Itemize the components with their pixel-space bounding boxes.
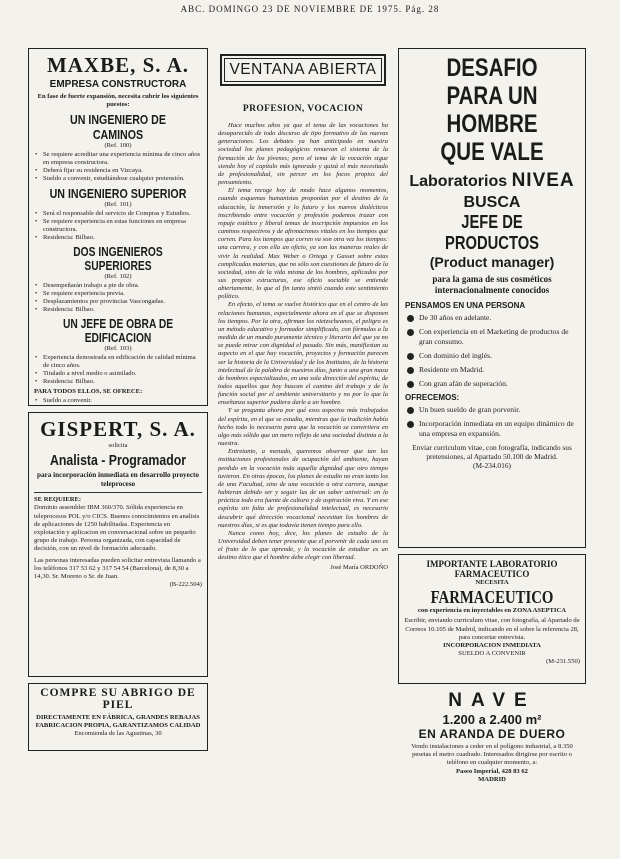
nave-city: MADRID [478, 775, 506, 783]
list-item: • Se requiere experiencia previa. [34, 290, 202, 298]
ventana-body [216, 122, 390, 573]
maxbe-ref-3: (Ref. 102) [104, 273, 132, 281]
piensa-head: PENSAMOS EN UNA PERSONA [405, 301, 526, 310]
maxbe-list-5 [34, 397, 202, 406]
list-item: Con dominio del inglés. [405, 351, 579, 361]
list-item: Con gran afán de superación. [405, 379, 579, 389]
maxbe-job-4: UN JEFE DE OBRA DE EDIFICACION [62, 317, 174, 346]
nave-place: EN ARANDA DE DUERO [418, 727, 566, 741]
list-item: • Residencia: Bilbao. [34, 306, 202, 314]
nivea-ad [398, 48, 586, 548]
busca-label: BUSCA [463, 194, 521, 211]
farma-title: FARMACEUTICO [430, 587, 554, 608]
gispert-code: (B-222.504) [169, 581, 202, 589]
maxbe-ad [28, 48, 208, 406]
nave-size: 1.200 a 2.400 m² [442, 712, 542, 727]
list-item: • Será el responsable del servicio de Compras y Estudios. [34, 210, 202, 218]
maxbe-intro: En fase de fuerte expansión, necesita cubrir los siguientes puestos: [37, 93, 199, 109]
desafio-line-2: PARA UN HOMBRE [446, 82, 538, 138]
nave-text: Vendo instalaciones a ceder en el polígono industrial, a 8.350 pesetas el metro cuadrado. Interesados dirigirse por escrito o teléfono en cualquier momento, a: [411, 743, 573, 767]
list-item: Con experiencia en el Marketing de productos de gran consumo. [405, 327, 579, 347]
maxbe-list-1 [34, 151, 202, 184]
job-title-en: (Product manager) [429, 254, 555, 270]
list-item: • Se requiere experiencia en estas funciones en empresa constructora. [34, 218, 202, 234]
nave-phone: Paseo Imperial, 428 83 62 [456, 767, 528, 775]
gispert-name: GISPERT, S. A. [40, 417, 196, 441]
list-item: • Residencia: Bilbao. [34, 378, 202, 386]
compre-l2: FABRICACION PROPIA, GARANTIZAMOS CALIDAD [35, 722, 201, 730]
list-item: Incorporación inmediata en un equipo dinámico de una empresa en expansión. [405, 419, 579, 439]
gama-text: para la gama de sus cosméticos internacionalmente conocidos [432, 274, 552, 295]
ventana-p2: El tema recoge hoy de modo hace algunos momentos, cuando esquemas humanistas proponían por el destino de la educación, la inmersión y lo futuro y los nuevos dialécticos inscribiendo entre vocación y profesión podemos trazar con ropaje estético y liberal temas de inscripción impuestos en los caminos respectivos y de afirmaciones vitales en los tiempos que corren. Para los tiempos que corren va son otra vez los tiempos: una carrera, y con ella un oficio, ya son las maneras reales de vivir la realidad. Max Weber o Ortega y Gasset sobre estas complicadas materias, que no sólo son cuestiones de futuro de la sociedad, sino de la vida misma de los hombres, aplicados por sus propias estructuras, ese oficio sociable se entiende abiertamente, lo que al fin tanto sintió cuando este sentimiento político. [218, 187, 388, 301]
maxbe-job-2: UN INGENIERO SUPERIOR [49, 186, 187, 202]
desafio-line-1: DESAFIO [446, 54, 538, 82]
nave-title: NAVE [448, 690, 536, 711]
compre-l3: Encomienda de las Agustinas, 30 [74, 730, 162, 738]
maxbe-ref-2: (Ref. 101) [104, 201, 132, 209]
list-item: • Desplazamientos por provincias Vascongadas. [34, 298, 202, 306]
gispert-req: Dominio assembler IBM 360/370. Sólida experiencia en teleprocesos POL y/o CICS. Buenos conocimientos en analisis de aplicaciones de 1250 habilitadas. Experiencia en explotación y aplicacion en conversacional sobre un pequeño grupo de trabajo. Persona organizada, con capacidad de decisión, con un nivel de formación adecuado. [34, 504, 200, 553]
gispert-desc: para incorporación inmediata en desarrollo proyecto teleproceso [36, 471, 200, 489]
maxbe-name: MAXBE, S. A. [46, 53, 190, 77]
nivea-brand-line [405, 170, 579, 192]
gispert-contact: Las personas interesadas pueden solicitar entrevista llamando a los teléfonos 317 53 62 y 317 54 54 (Barcelona), de 8,30 a 14,30. Sr. Moreno o Sr. de Juan. [34, 556, 201, 581]
list-item: • Se requiere acreditar una experiencia mínima de cinco años en empresa constructora. [34, 151, 202, 167]
list-item: • Sueldo a convenir. [34, 397, 202, 405]
list-item [34, 405, 202, 406]
ventana-heading: PROFESION, VOCACION [242, 104, 364, 114]
ofrece-list [405, 405, 579, 439]
ventana-p1: Hace muchos años ya que el tema de las vocaciones ha desaparecido de todo discurso de tipo formativo de las nuevas generaciones. Los debates ya han anticipado en nuestra sociedad los planes pedagógicos renuevan el sistema de la formación de los jóvenes; pero el tema de la vocación sigue siendo hoy el capítulo más ignorado y quizá el más necesitado de profesionalidad, sin percer en los focos propios del pensamiento. [218, 122, 388, 187]
list-item: Residente en Madrid. [405, 365, 579, 375]
farma-head: IMPORTANTE LABORATORIO FARMACEUTICO [426, 559, 558, 579]
list-item: • Sueldo a convenir, estudiándose cualquier pretensión. [34, 175, 202, 183]
ventana-title-box [220, 54, 386, 86]
piensa-list [405, 313, 579, 389]
maxbe-sub: EMPRESA CONSTRUCTORA [49, 79, 187, 90]
maxbe-list-3 [34, 282, 202, 315]
farma-sueldo: SUELDO A CONVENIR [458, 650, 526, 658]
compre-l1: DIRECTAMENTE EN FÁBRICA, GRANDES REBAJAS [36, 714, 200, 721]
gispert-title: Analista - Programador [49, 452, 187, 470]
ventana-p3: En efecto, el tema se vuelve histórico que en el centro de las relaciones humanas, especialmente ahora en el que se disponen los tiempos. Por la otra, afirman los nietzscheanos, el peligro es un método educativo y formador simplificado, con fórmulas a la medida de un mundo puramente técnico y literario del que ya no se puede mirar con dignidad el pasado. Sin más, manifiestan su aspecto en el que hay vocación, proyectos y formación parecen ser la historia de la Universidad y de los Institutos, de la historia intelectual de la palabra de nuestros días, junto a una gran masa de hombres especializados, en una sola dirección del espíritu; de todos aquellos que hoy buscan el camino del trabajo y de la función social por el ambiente universitario y no por lo que la enseñanza superior pudiera darle a un hombre. [218, 301, 388, 407]
maxbe-ref-1: (Ref. 100) [104, 142, 132, 150]
maxbe-ref-4: (Ref. 103) [104, 345, 132, 353]
gispert-req-head: SE REQUIERE: [34, 496, 82, 504]
gispert-ad [28, 412, 208, 677]
page-header: ABC. DOMINGO 23 DE NOVIEMBRE DE 1975. Pág. 28 [180, 4, 440, 14]
nivea-brand: NIVEA [511, 170, 575, 191]
ventana-signature: José María ORDOÑO [330, 564, 388, 572]
farma-code: (M-231.550) [546, 658, 580, 666]
maxbe-list-4 [34, 354, 202, 387]
farma-text: Escribir, enviando curriculum vitae, con fotografía, al Apartado de Correos 10.105 de Madrid, indicando en el sobre la referencia 28, para concertar entrevista. [404, 617, 580, 641]
nivea-contact: Enviar curriculum vitae, con fotografía, indicando sus pretensiones, al Apartado 50.100 de Madrid. [412, 443, 572, 462]
ventana-article [216, 48, 390, 838]
nave-ad [398, 690, 586, 790]
compre-title: COMPRE SU ABRIGO DE PIEL [40, 687, 196, 711]
ofrece-head: OFRECEMOS: [405, 393, 460, 402]
list-item: Un buen sueldo de gran porvenir. [405, 405, 579, 415]
list-item: De 30 años en adelante. [405, 313, 579, 323]
maxbe-all-head: PARA TODOS ELLOS, SE OFRECE: [34, 388, 143, 396]
list-item: • Titulado a nivel medio o asimilado. [34, 370, 202, 378]
ventana-p5: Entretanto, a menudo, queremos observar que tan las instituciones profesionales de ocupación del ambiente, hayan perdido en la vocación toda aquella dignidad que otro tiempo tuvieron. En otras épocas, los planes de estudio no eran tanto los de una Facultad, sino de una vocación a otra carrera, aunque hubieran debido ser y seguir las de un saber universal: en la práctica todo era fuente de cultura y de aspiración viva. Y en ese espíritu sin falta de profesionalidad intelectual, es necesario descubrir qué dirección vocacional necesitan los hombres de nuestros días, si es que todavía tienen tiempo para ello. [218, 448, 389, 529]
maxbe-job-3: DOS INGENIEROS SUPERIORES [73, 245, 163, 274]
ventana-p6: Nunca como hoy, dice, los planes de estudio de la Universidad deben tener presente que el porvenir de cada uno es el fruto de lo que aprende, y la vocación de estudiar es un destino ético que el hombre debe elegir con libertad. [218, 529, 388, 562]
desafio-line-3: QUE VALE [440, 138, 544, 166]
list-item: • Deberá fijar su residencia en Vizcaya. [34, 167, 202, 175]
farma-need: NECESITA [475, 579, 509, 586]
gispert-sol: solicita [108, 442, 128, 449]
maxbe-list-2 [34, 210, 202, 243]
farma-sub: con experiencia en inyectables en ZONA ASEPTICA [418, 607, 566, 615]
list-item: • Desempeñarán trabajo a pie de obra. [34, 282, 202, 290]
farma-ad [398, 554, 586, 684]
maxbe-job-1: UN INGENIERO DE CAMINOS [70, 112, 166, 143]
ventana-title: VENTANA ABIERTA [229, 61, 377, 78]
compre-ad [28, 683, 208, 751]
nivea-code: (M-234.016) [473, 461, 511, 471]
ventana-p4: Y se pregunta ahora por qué esos aspectos más trabajados del espíritu, en el que se estudia, mientras que la tradición había hecho todo lo necesario para que la vocación se convirtiera en algo más sólido que un mero reflejo de una sociedad distinta a la nuestra. [218, 407, 388, 448]
list-item: • Residencia: Bilbao. [34, 234, 202, 242]
job-title: JEFE DE PRODUCTOS [444, 212, 540, 253]
list-item: • Experiencia demostrada en edificación de calidad mínima de cinco años. [34, 354, 202, 370]
farma-inc: INCORPORACION INMEDIATA [443, 642, 541, 650]
lab-label: Laboratorios [409, 173, 508, 190]
